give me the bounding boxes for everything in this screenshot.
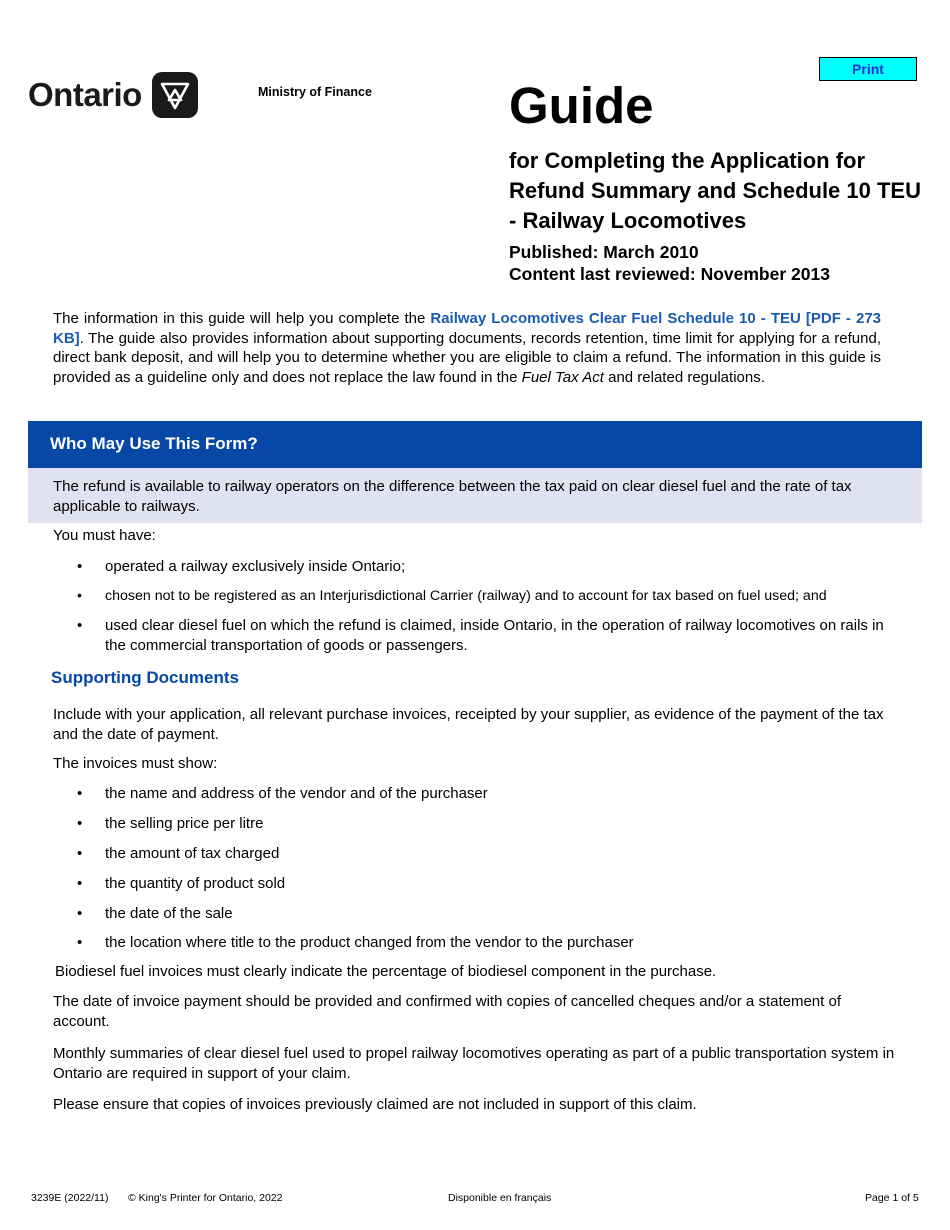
list-item: • the amount of tax charged	[53, 844, 903, 864]
fuel-tax-act: Fuel Tax Act	[521, 368, 604, 386]
page-title: Guide	[509, 77, 654, 134]
list-item: • the selling price per litre	[53, 814, 903, 834]
payment-date-paragraph: The date of invoice payment should be provided and confirmed with copies of cancelled cheques and/or a statement of account.	[53, 993, 841, 1030]
publication-info	[509, 241, 830, 285]
ontario-logo	[28, 72, 198, 118]
list-item: • chosen not to be registered as an Interjurisdictional Carrier (railway) and to account for tax based on fuel used; and	[53, 587, 903, 607]
ensure-paragraph: Please ensure that copies of invoices previously claimed are not included in support of this claim.	[53, 1096, 697, 1113]
list-item: • used clear diesel fuel on which the refund is claimed, inside Ontario, in the operation of railway locomotives on rails in the commercial transportation of goods or passengers.	[53, 616, 903, 655]
trillium-icon	[152, 72, 198, 118]
list-item: • the location where title to the product changed from the vendor to the purchaser	[53, 933, 903, 953]
intro-text-before: The information in this guide will help you complete the	[53, 310, 431, 327]
schedule-pdf-link[interactable]: Railway Locomotives Clear Fuel Schedule 10 - TEU [PDF - 273 KB]	[53, 310, 881, 347]
supporting-documents-heading: Supporting Documents	[51, 668, 239, 687]
ministry-name: Ministry of Finance	[258, 85, 372, 99]
monthly-summaries-paragraph: Monthly summaries of clear diesel fuel used to propel railway locomotives operating as part of a public transportation system in Ontario are required in support of your claim.	[53, 1045, 895, 1082]
reviewed-date: Content last reviewed: November 2013	[509, 264, 830, 284]
include-paragraph: Include with your application, all relevant purchase invoices, receipted by your supplier, as evidence of the payment of the tax and the date of payment.	[53, 706, 884, 743]
list-item: • the name and address of the vendor and of the purchaser	[53, 784, 903, 804]
page-subtitle: for Completing the Application for Refund Summary and Schedule 10 TEU - Railway Locomotives	[509, 148, 921, 233]
who-may-use-heading: Who May Use This Form?	[28, 421, 922, 468]
intro-text-middle: . The guide also provides information about supporting documents, records retention, time limit for applying for a refund, direct bank deposit, and will help you to determine whether you are eligible to claim a refund. The information in this guide is provided as a guideline only and does not replace the law found in the	[53, 329, 881, 386]
print-button[interactable]: Print	[819, 57, 917, 81]
biodiesel-paragraph: Biodiesel fuel invoices must clearly indicate the percentage of biodiesel component in the purchase.	[55, 963, 717, 980]
list-item: • operated a railway exclusively inside Ontario;	[53, 557, 903, 577]
intro-paragraph	[53, 309, 881, 387]
published-date: Published: March 2010	[509, 242, 699, 262]
invoice-requirements-list	[53, 784, 903, 953]
french-availability: Disponible en français	[448, 1192, 552, 1204]
who-description: The refund is available to railway operators on the difference between the tax paid on clear diesel fuel and the rate of tax applicable to railways.	[28, 468, 922, 523]
requirements-list	[53, 557, 903, 655]
must-have-label: You must have:	[53, 527, 156, 544]
list-item: • the quantity of product sold	[53, 874, 903, 894]
page-number: Page 1 of 5	[865, 1192, 919, 1204]
logo-wordmark: Ontario	[28, 76, 142, 113]
form-code: 3239E (2022/11)	[31, 1192, 109, 1204]
intro-text-after: and related regulations.	[603, 368, 765, 386]
list-item: • the date of the sale	[53, 904, 903, 924]
invoices-intro: The invoices must show:	[53, 755, 218, 772]
copyright: © King's Printer for Ontario, 2022	[128, 1192, 283, 1204]
